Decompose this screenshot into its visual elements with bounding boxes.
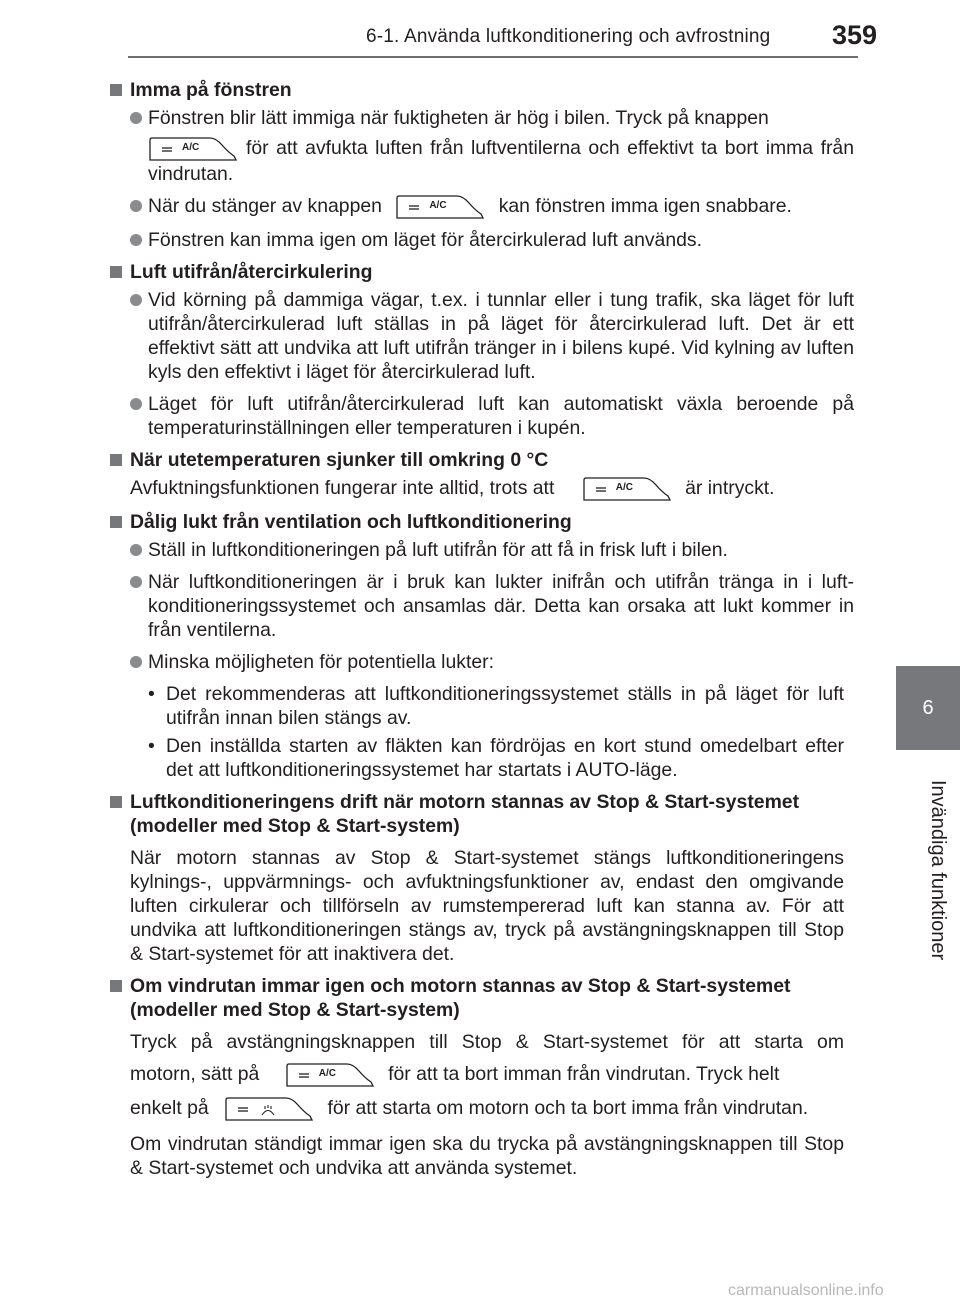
section-heading xyxy=(108,790,854,838)
heading-text: Luft utifrån/återcirkulering xyxy=(130,261,373,283)
sub-bullet-item xyxy=(108,734,854,782)
bullet-item xyxy=(108,650,854,674)
paragraph-line xyxy=(130,1096,844,1122)
bullet-text: Minska möjligheten för potentiella lukter: xyxy=(148,651,494,673)
round-bullet-icon xyxy=(130,294,142,306)
sub-bullet-item xyxy=(108,682,854,730)
page-number: 359 xyxy=(832,20,878,50)
round-bullet-icon xyxy=(130,398,142,410)
square-bullet-icon xyxy=(110,516,122,528)
paragraph-text: är intryckt. xyxy=(685,477,775,500)
bullet-item xyxy=(108,392,854,440)
ac-button-icon xyxy=(395,194,485,220)
heading-text: När utetemperaturen sjunker till omkring 0 °C xyxy=(130,449,549,471)
ac-button-icon xyxy=(285,1062,375,1088)
ac-button-icon xyxy=(148,136,238,162)
ac-button-icon xyxy=(582,476,672,502)
bullet-text: När du stänger av knappen xyxy=(148,195,382,218)
paragraph-text: för att starta om motorn och ta bort imma från vindrutan. xyxy=(327,1097,809,1120)
section-heading xyxy=(108,510,854,534)
dot-bullet-icon: • xyxy=(148,683,155,705)
page-content xyxy=(108,70,854,1180)
section-heading xyxy=(108,78,854,102)
paragraph-text: för att ta bort imman från vindrutan. Tryck helt xyxy=(388,1063,780,1086)
paragraph xyxy=(108,1030,854,1122)
ac-button-label: A/C xyxy=(429,200,447,211)
front-defroster-button-icon xyxy=(224,1096,314,1122)
chapter-tab: 6 xyxy=(896,666,960,750)
section-heading xyxy=(108,974,854,1022)
heading-text: Luftkonditioneringens drift när motorn stannas av Stop & Start-systemet (modeller med Stop & Start-system) xyxy=(130,791,800,837)
round-bullet-icon xyxy=(130,234,142,246)
square-bullet-icon xyxy=(110,266,122,278)
dot-bullet-icon: • xyxy=(148,735,155,757)
watermark: carmanualsonline.info xyxy=(728,1282,884,1299)
ac-button-label: A/C xyxy=(318,1068,336,1079)
paragraph-text: Avfuktningsfunktionen fungerar inte alltid, trots att xyxy=(130,477,555,500)
bullet-item xyxy=(108,106,854,186)
heading-text: Dålig lukt från ventilation och luftkonditionering xyxy=(130,511,572,533)
bullet-text: Fönstren kan imma igen om läget för återcirkulerad luft används. xyxy=(148,229,702,251)
bullet-item xyxy=(108,194,854,220)
round-bullet-icon xyxy=(130,112,142,124)
paragraph-line xyxy=(130,1030,844,1054)
paragraph-text: Tryck på avstängningsknappen till Stop & Start-systemet för att starta om xyxy=(130,1031,844,1053)
bullet-text: Vid körning på dammiga vägar, t.ex. i tunnlar eller i tung trafik, ska läget för luft utifrån/återcirkulerad luft ställas in på läget för återcirkulerad luft. Det är ett effektivt sätt att undvika att luft utifrån tränger in i bilens kupé. Vid kylning av luften kyls den effektivt i läget för återcirkulerad luft. xyxy=(148,289,854,383)
sub-bullet-text: Det rekommenderas att luftkonditioneringssystemet ställs in på läget för luft utifrån innan bilen stängs av. xyxy=(166,683,844,729)
header-divider xyxy=(128,56,858,58)
bullet-text: kan fönstren imma igen snabbare. xyxy=(498,195,792,218)
bullet-item xyxy=(108,288,854,384)
round-bullet-icon xyxy=(130,200,142,212)
page-header-title: 6-1. Använda luftkonditionering och avfrostning xyxy=(366,26,771,47)
square-bullet-icon xyxy=(110,454,122,466)
section-heading xyxy=(108,448,854,472)
bullet-item xyxy=(108,570,854,642)
sub-bullet-text: Den inställda starten av fläkten kan fördröjas en kort stund omedelbart efter det att luftkonditioneringssystemet har startats i AUTO-läge. xyxy=(166,735,844,781)
paragraph xyxy=(108,476,854,502)
round-bullet-icon xyxy=(130,544,142,556)
paragraph xyxy=(108,1132,854,1180)
paragraph-text: motorn, sätt på xyxy=(130,1063,260,1086)
square-bullet-icon xyxy=(110,980,122,992)
section-heading xyxy=(108,260,854,284)
chapter-label: Invändiga funktioner xyxy=(927,780,949,961)
square-bullet-icon xyxy=(110,84,122,96)
bullet-text: När luftkonditioneringen är i bruk kan lukter inifrån och utifrån tränga in i luft-konditioneringssystemet och ansamlas där. Detta kan orsaka att lukt kommer in från ventilerna. xyxy=(148,571,854,641)
paragraph-line xyxy=(130,1062,844,1088)
bullet-text: Läget för luft utifrån/återcirkulerad luft kan automatiskt växla beroende på temperaturinställningen eller temperaturen i kupén. xyxy=(148,393,854,439)
bullet-item xyxy=(108,228,854,252)
heading-text: Imma på fönstren xyxy=(130,79,292,101)
round-bullet-icon xyxy=(130,656,142,668)
square-bullet-icon xyxy=(110,796,122,808)
bullet-text: Fönstren blir lätt immiga när fuktigheten är hög i bilen. Tryck på knappen xyxy=(148,107,769,129)
paragraph-text: När motorn stannas av Stop & Start-systemet stängs luftkonditioneringens kylnings-, uppvärmnings- och avfuktningsfunktioner av, endast den omgivande luften cirkulerar och tillförseln av rumstempererad luft kan stanna av. För att undvika att luftkonditioneringen stängs av, tryck på avstängningsknappen till Stop & Start-systemet för att inaktivera det. xyxy=(130,847,844,965)
bullet-text: Ställ in luftkonditioneringen på luft utifrån för att få in frisk luft i bilen. xyxy=(148,539,728,561)
round-bullet-icon xyxy=(130,576,142,588)
ac-button-label: A/C xyxy=(615,482,633,493)
ac-button-label: A/C xyxy=(182,142,200,153)
paragraph-text: enkelt på xyxy=(130,1097,209,1120)
paragraph-text: Om vindrutan ständigt immar igen ska du trycka på avstängningsknappen till Stop & Start-systemet och undvika att använda systemet. xyxy=(130,1133,844,1179)
heading-text: Om vindrutan immar igen och motorn stannas av Stop & Start-systemet (modeller med Stop & Start-system) xyxy=(130,975,791,1021)
bullet-item xyxy=(108,538,854,562)
bullet-text: för att avfukta luften från luftventilerna och effektivt ta bort imma från vindrutan. xyxy=(148,137,854,185)
paragraph xyxy=(108,846,854,966)
